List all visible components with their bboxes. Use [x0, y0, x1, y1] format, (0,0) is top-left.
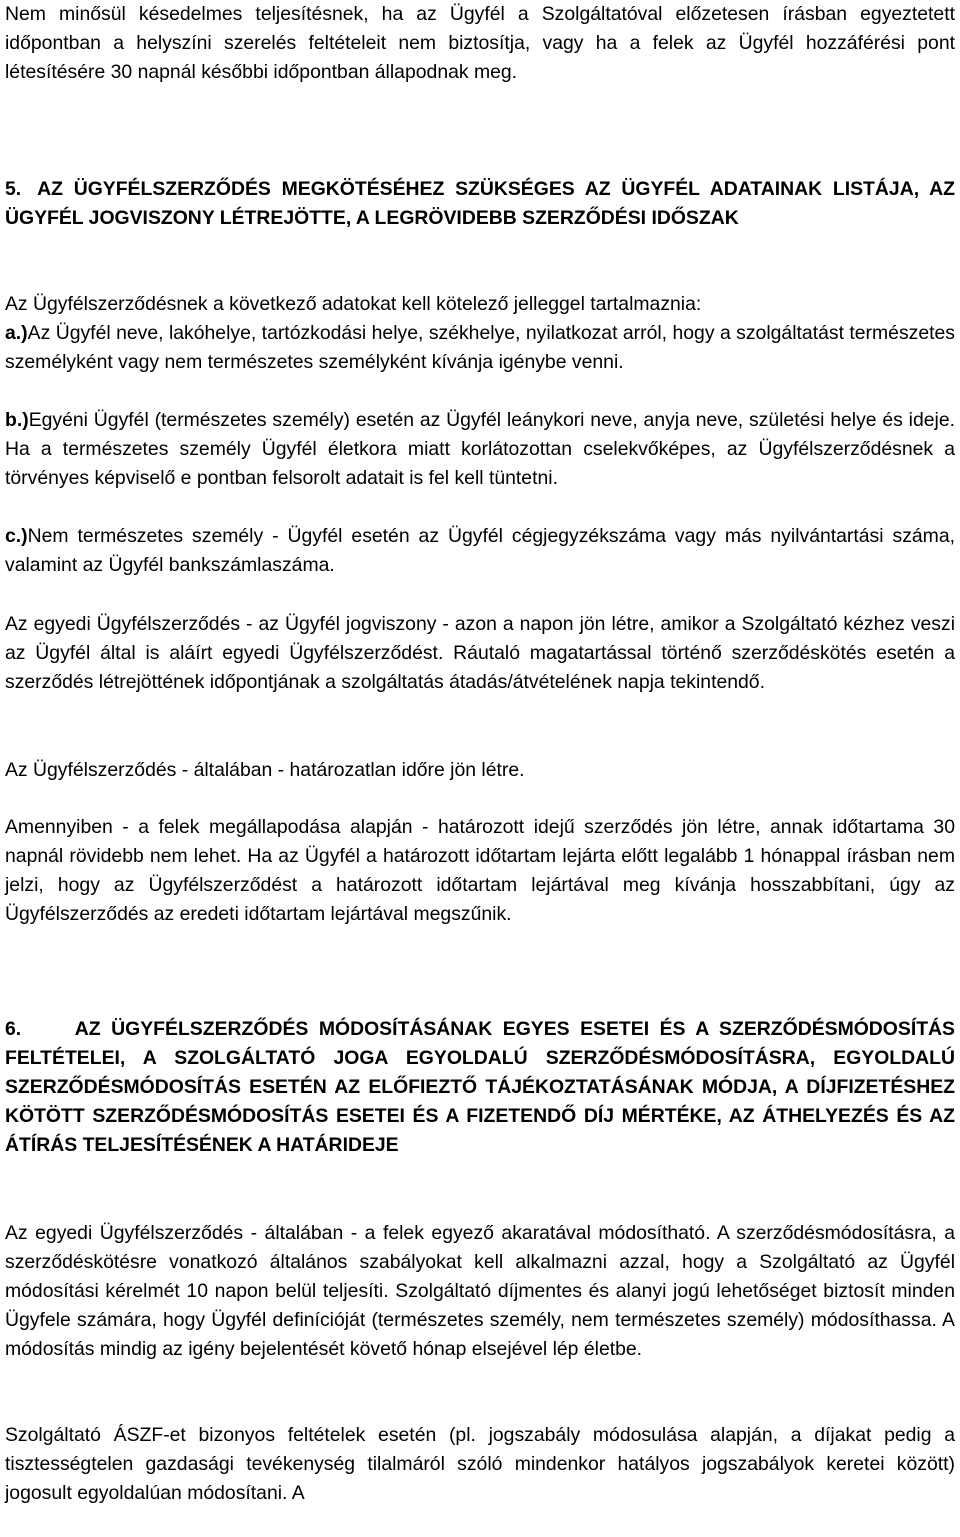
section-5	[5, 175, 955, 233]
item-a	[5, 319, 955, 377]
item-c-letter: c.)	[5, 525, 28, 547]
section-5-paragraph-3: Amennyiben - a felek megállapodása alapján - határozott idejű szerződés jön létre, annak időtartama 30 napnál rövidebb nem lehet. Ha az Ügyfél a határozott időtartam lejárta előtt legalább 1 hónappal írásban nem jelzi, hogy az Ügyfélszerződést a határozott időtartam lejártával meg kívánja hosszabbítani, úgy az Ügyfélszerződés az eredeti időtartam lejártával megszűnik.	[5, 816, 955, 926]
item-b	[5, 406, 955, 493]
section-5-number: 5.	[5, 178, 22, 200]
item-b-text: Egyéni Ügyfél (természetes személy) esetén az Ügyfél leánykori neve, anyja neve, születési helye és ideje. Ha a természetes személy Ügyfél életkora miatt korlátozottan cselekvőképes, az Ügyfélszerződésnek a törvényes képviselő e pontban felsorolt adatait is fel kell tüntetni.	[5, 409, 955, 490]
section-6	[5, 1015, 955, 1160]
section-6-heading	[5, 1015, 955, 1160]
section-6-paragraph-2: Szolgáltató ÁSZF-et bizonyos feltételek esetén (pl. jogszabály módosulása alapján, a díjakat pedig a tisztességtelen gazdasági tevékenység tilalmáról szóló mindenkor hatályos jogszabályok keretei között) jogosult egyoldalúan módosítani. A	[5, 1424, 955, 1505]
intro-paragraph: Nem minősül késedelmes teljesítésnek, ha az Ügyfél a Szolgáltatóval előzetesen írásban egyeztetett időpontban a helyszíni szerelés feltételeit nem biztosítja, vagy ha a felek az Ügyfél hozzáférési pont létesítésére 30 napnál későbbi időpontban állapodnak meg.	[5, 3, 955, 84]
item-b-letter: b.)	[5, 409, 29, 431]
section-6-paragraph-1: Az egyedi Ügyfélszerződés - általában - a felek egyező akaratával módosítható. A szerződésmódosításra, a szerződéskötésre vonatkozó általános szabályokat kell alkalmazni azzal, hogy a Szolgáltató az Ügyfél módosítási kérelmét 10 napon belül teljesíti. Szolgáltató díjmentes és alanyi jogú lehetőséget biztosít minden Ügyfele számára, hogy Ügyfél definícióját (természetes személy, nem természetes személy) módosíthassa. A módosítás mindig az igény bejelentését követő hónap elsejével lép életbe.	[5, 1222, 955, 1361]
item-a-letter: a.)	[5, 322, 28, 344]
section-5-lead: Az Ügyfélszerződésnek a következő adatokat kell kötelező jelleggel tartalmaznia:	[5, 293, 702, 315]
section-5-paragraph-1: Az egyedi Ügyfélszerződés - az Ügyfél jogviszony - azon a napon jön létre, amikor a Szolgáltató kézhez veszi az Ügyfél által is aláírt egyedi Ügyfélszerződést. Ráutaló magatartással történő szerződéskötés esetén a szerződés létrejöttének időpontjának a szolgáltatás átadás/átvételének napja tekintendő.	[5, 613, 955, 694]
section-5-title: AZ ÜGYFÉLSZERZŐDÉS MEGKÖTÉSÉHEZ SZÜKSÉGES AZ ÜGYFÉL ADATAINAK LISTÁJA, AZ ÜGYFÉL JOGVISZONY LÉTREJÖTTE, A LEGRÖVIDEBB SZERZŐDÉSI IDŐSZAK	[5, 178, 955, 230]
section-6-title: AZ ÜGYFÉLSZERZŐDÉS MÓDOSÍTÁSÁNAK EGYES ESETEI ÉS A SZERZŐDÉSMÓDOSÍTÁS FELTÉTELEI, A SZOLGÁLTATÓ JOGA EGYOLDALÚ SZERZŐDÉSMÓDOSÍTÁSRA, EGYOLDALÚ SZERZŐDÉSMÓDOSÍTÁS ESETÉN AZ ELŐFIEZTŐ TÁJÉKOZTATÁSÁNAK MÓDJA, A DÍJFIZETÉSHEZ KÖTÖTT SZERZŐDÉSMÓDOSÍTÁS ESETEI ÉS A FIZETENDŐ DÍJ MÉRTÉKE, AZ ÁTHELYEZÉS ÉS AZ ÁTÍRÁS TELJESÍTÉSÉNEK A HATÁRIDEJE	[5, 1018, 955, 1157]
section-6-number: 6.	[5, 1018, 22, 1040]
section-5-paragraph-2: Az Ügyfélszerződés - általában - határozatlan időre jön létre.	[5, 759, 525, 781]
item-c-text: Nem természetes személy - Ügyfél esetén az Ügyfél cégjegyzékszáma vagy más nyilvántartási száma, valamint az Ügyfél bankszámlaszáma.	[5, 525, 955, 577]
item-c	[5, 522, 955, 580]
section-5-heading	[5, 175, 955, 233]
item-a-text: Az Ügyfél neve, lakóhelye, tartózkodási helye, székhelye, nyilatkozat arról, hogy a szolgáltatást természetes személyként vagy nem természetes személyként kívánja igénybe venni.	[5, 322, 955, 374]
